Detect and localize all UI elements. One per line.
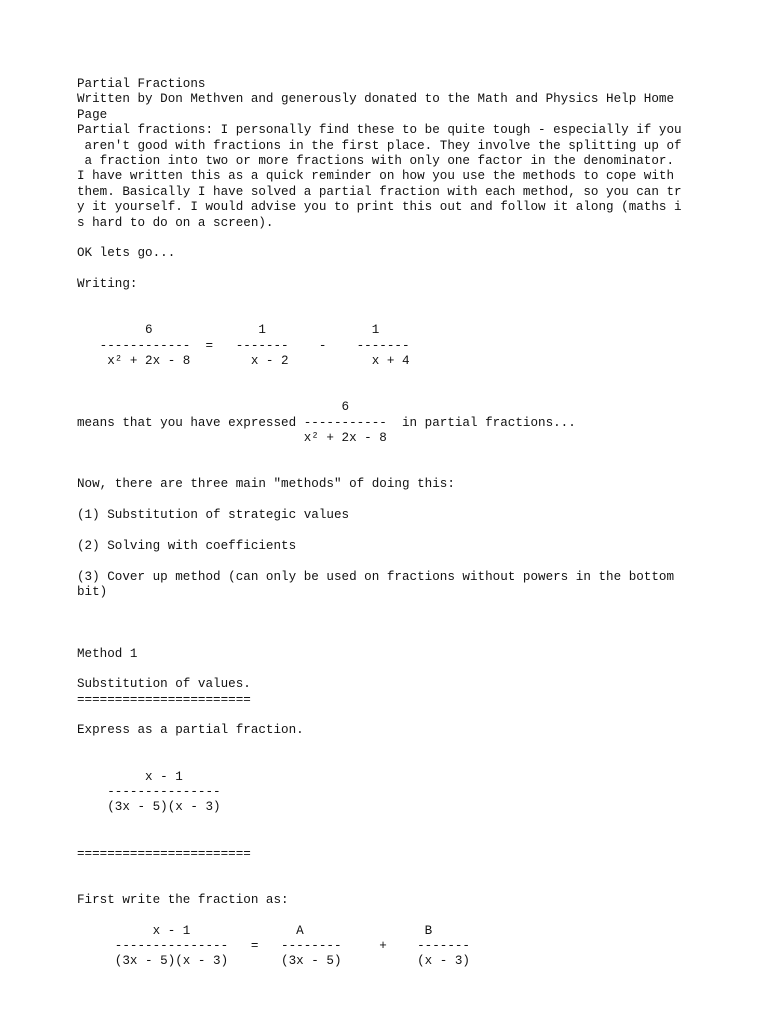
equation-line: x² + 2x - 8 x - 2 x + 4: [77, 354, 410, 369]
document-page: [77, 77, 717, 970]
expressed-line: x² + 2x - 8: [77, 431, 387, 446]
doc-title: Partial Fractions: [77, 77, 206, 91]
intro-line: Partial fractions: I personally find these to be quite tough - especially if you: [77, 123, 682, 138]
doc-byline: Written by Don Methven and generously donated to the Math and Physics Help Home: [77, 92, 675, 107]
intro-line: I have written this as a quick reminder on how you use the methods to cope with: [77, 169, 675, 184]
intro-line: aren't good with fractions in the first place. They involve the splitting up of: [77, 138, 682, 153]
intro-line: a fraction into two or more fractions with only one factor in the denominator.: [77, 153, 675, 168]
first-write-line: First write the fraction as:: [77, 892, 289, 907]
intro-line: them. Basically I have solved a partial fraction with each method, so you can tr: [77, 184, 682, 199]
fraction-line: ---------------: [77, 785, 221, 800]
express-line: Express as a partial fraction.: [77, 723, 304, 738]
equation-line: 6 1 1: [77, 323, 380, 338]
expressed-line: means that you have expressed ----------- in partial fractions...: [77, 415, 576, 430]
equation-line: --------------- = -------- + -------: [77, 938, 470, 953]
methods-intro: Now, there are three main "methods" of doing this:: [77, 477, 455, 492]
method-item: (1) Substitution of strategic values: [77, 507, 350, 522]
method-item-wrap: bit): [77, 584, 108, 599]
doc-byline-wrap: Page: [77, 107, 108, 122]
rule-line: =======================: [77, 692, 251, 707]
substitution-heading: Substitution of values.: [77, 677, 251, 692]
expressed-line: 6: [77, 400, 350, 415]
method1-heading: Method 1: [77, 646, 138, 661]
method-item: (3) Cover up method (can only be used on fractions without powers in the bottom: [77, 569, 675, 584]
writing-label: Writing:: [77, 277, 138, 292]
rule-line: =======================: [77, 846, 251, 861]
fraction-line: x - 1: [77, 769, 183, 784]
equation-line: x - 1 A B: [77, 923, 433, 938]
intro-line: s hard to do on a screen).: [77, 215, 274, 230]
equation-line: ------------ = ------- - -------: [77, 338, 410, 353]
ok-line: OK lets go...: [77, 246, 176, 261]
fraction-line: (3x - 5)(x - 3): [77, 800, 221, 815]
equation-line: (3x - 5)(x - 3) (3x - 5) (x - 3): [77, 954, 470, 969]
method-item: (2) Solving with coefficients: [77, 538, 297, 553]
intro-line: y it yourself. I would advise you to print this out and follow it along (maths i: [77, 200, 682, 215]
